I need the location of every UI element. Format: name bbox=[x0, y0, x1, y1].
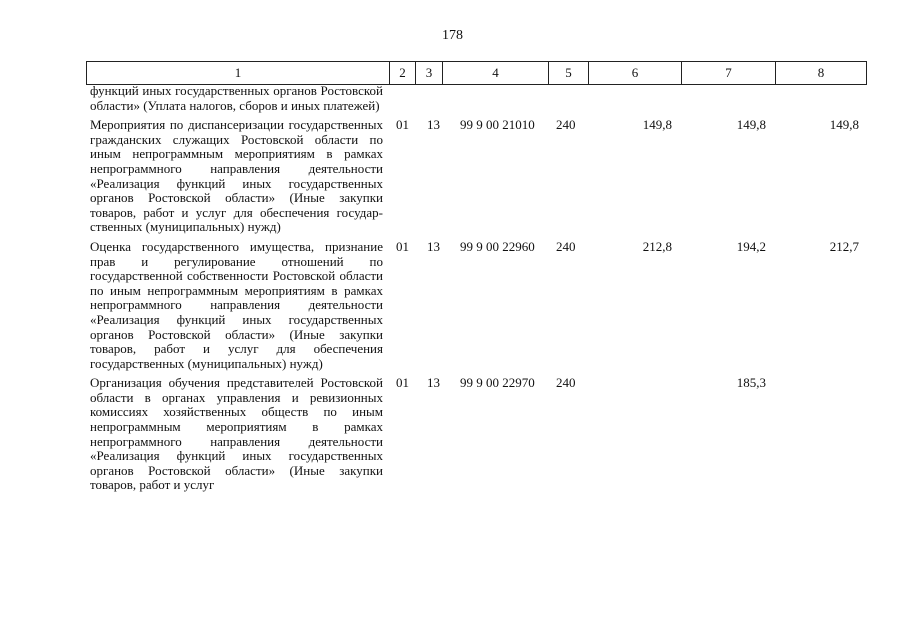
row-amount-col8: 149,8 bbox=[829, 117, 859, 133]
column-header-8: 8 bbox=[776, 62, 867, 85]
row-subsection-code: 13 bbox=[427, 117, 440, 133]
column-header-table bbox=[86, 61, 867, 85]
column-header-row bbox=[87, 62, 867, 85]
row-expense-type: 240 bbox=[556, 238, 576, 254]
table-row bbox=[0, 84, 905, 113]
table-body bbox=[0, 84, 905, 498]
row-amount-col6: 149,8 bbox=[642, 117, 672, 133]
column-header-3: 3 bbox=[416, 62, 443, 85]
row-target-article: 99 9 00 22960 bbox=[460, 238, 535, 254]
row-target-article: 99 9 00 21010 bbox=[460, 117, 535, 133]
row-description: Мероприятия по диспансеризации государственных гражданских служащих Ростовской области по иным непрограммным мероприятиям в рамках непрограммного направления деятельности «Реализация функций иных государственных органов Ростовской области» (Иные закупки товаров, работ и услуг для обеспечения государственных (муниципальных) нужд) bbox=[90, 117, 383, 235]
column-header-5: 5 bbox=[549, 62, 589, 85]
table-row bbox=[0, 240, 905, 371]
row-description: функций иных государственных органов Ростовской области» (Уплата налогов, сборов и иных платежей) bbox=[90, 83, 383, 113]
row-amount-col7: 149,8 bbox=[736, 117, 766, 133]
column-header-7: 7 bbox=[682, 62, 776, 85]
row-description: Оценка государственного имущества, признание прав и регулирование отношений по государственной собственности Ростовской области по иным непрограммным мероприятиям в рамках непрограммного направления деятельности «Реализация функций иных государственных органов Ростовской области» (Иные закупки товаров, работ и услуг для обеспечения государственных (муниципальных) нужд) bbox=[90, 238, 383, 371]
column-header-2: 2 bbox=[390, 62, 416, 85]
row-section-code: 01 bbox=[396, 117, 409, 133]
row-amount-col7: 185,3 bbox=[736, 375, 766, 391]
column-header-1: 1 bbox=[87, 62, 390, 85]
row-expense-type: 240 bbox=[556, 117, 576, 133]
column-header-6: 6 bbox=[589, 62, 682, 85]
table-row bbox=[0, 118, 905, 235]
row-amount-col7: 194,2 bbox=[736, 238, 766, 254]
row-expense-type: 240 bbox=[556, 375, 576, 391]
row-subsection-code: 13 bbox=[427, 238, 440, 254]
row-description: Организация обучения представителей Ростовской области в органах управления и ревизионных комиссиях хозяйственных обществ по иным непрограммным мероприятиям в рамках непрограммного направления деятельности «Реализация функций иных государственных органов Ростовской области» (Иные закупки товаров, работ и услуг bbox=[90, 375, 383, 493]
row-target-article: 99 9 00 22970 bbox=[460, 375, 535, 391]
table-row bbox=[0, 376, 905, 493]
column-header-4: 4 bbox=[443, 62, 549, 85]
row-amount-col6: 212,8 bbox=[642, 238, 672, 254]
row-subsection-code: 13 bbox=[427, 375, 440, 391]
page-number: 178 bbox=[442, 28, 463, 43]
row-section-code: 01 bbox=[396, 375, 409, 391]
row-amount-col8: 212,7 bbox=[829, 238, 859, 254]
row-section-code: 01 bbox=[396, 238, 409, 254]
